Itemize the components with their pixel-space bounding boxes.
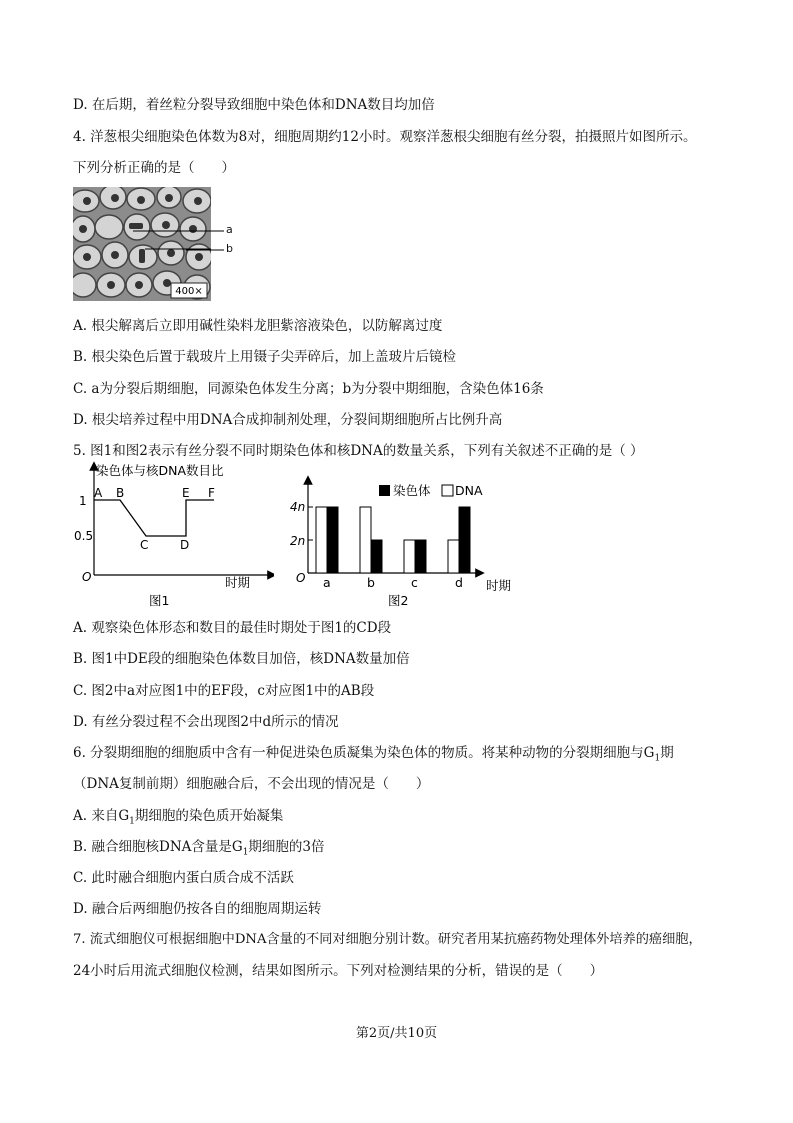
bar-b-dna bbox=[360, 507, 371, 573]
page-footer: 第2页/共10页 bbox=[355, 1026, 438, 1041]
option-c-q5: C. 图2中a对应图1中的EF段，c对应图1中的AB段 bbox=[73, 683, 375, 699]
option-b-q4: B. 根尖染色后置于载玻片上用镊子尖弄碎后，加上盖玻片后镜检 bbox=[73, 349, 457, 365]
bar-a-chromosome bbox=[327, 507, 338, 573]
fig1-ratio-line bbox=[94, 500, 214, 536]
q6a-text-b: 期细胞的染色质开始凝集 bbox=[134, 808, 284, 824]
figure-1-line-chart bbox=[74, 460, 274, 610]
fig1-point-b: B bbox=[116, 486, 125, 500]
question-4-stem-cont: 下列分析正确的是（ ） bbox=[73, 160, 235, 176]
option-b-q6 bbox=[73, 838, 325, 862]
question-7-stem: 7. 流式细胞仪可根据细胞中DNA含量的不同对细胞分别计数。研究者用某抗癌药物处理体外培养的癌细胞， bbox=[73, 932, 702, 947]
fig2-xlabel: 时期 bbox=[486, 578, 512, 593]
option-a-q5: A. 观察染色体形态和数目的最佳时期处于图1的CD段 bbox=[73, 620, 392, 636]
question-5-stem: 5. 图1和图2表示有丝分裂不同时期染色体和核DNA的数量关系，下列有关叙述不正确的是（ ） bbox=[73, 443, 644, 459]
fig2-ytick-4n: 4n bbox=[290, 500, 306, 514]
q6b-text-b: 期细胞的3倍 bbox=[248, 839, 325, 855]
fig2-category-c: c bbox=[411, 575, 418, 590]
fig1-point-c: C bbox=[140, 538, 149, 552]
fig1-point-e: E bbox=[182, 486, 190, 500]
fig1-caption: 图1 bbox=[149, 593, 170, 608]
question-4-stem: 4. 洋葱根尖细胞染色体数为8对，细胞周期约12小时。观察洋葱根尖细胞有丝分裂，拍摄照片如图所示。 bbox=[73, 129, 697, 145]
figure-2-bar-chart bbox=[280, 460, 520, 610]
option-b-q5: B. 图1中DE段的细胞染色体数目加倍，核DNA数量加倍 bbox=[73, 651, 410, 667]
legend-chromosome-label: 染色体 bbox=[393, 483, 431, 498]
fig1-ytick-05: 0.5 bbox=[74, 529, 94, 543]
q6b-text-a: B. 融合细胞核DNA含量是G bbox=[73, 839, 243, 855]
q6-sub: 1 bbox=[654, 753, 661, 764]
fig1-xlabel: 时期 bbox=[225, 575, 251, 590]
q6b-sub: 1 bbox=[242, 847, 249, 858]
option-d-q5: D. 有丝分裂过程不会出现图2中d所示的情况 bbox=[73, 714, 339, 730]
option-c-q4: C. a为分裂后期细胞，同源染色体发生分离；b为分裂中期细胞，含染色体16条 bbox=[73, 381, 544, 397]
question-7-stem-cont: 24小时后用流式细胞仪检测，结果如图所示。下列对检测结果的分析，错误的是（ ） bbox=[73, 963, 604, 979]
bar-d-dna bbox=[448, 540, 459, 573]
q6-text-a: 6. 分裂期细胞的细胞质中含有一种促进染色质凝集为染色体的物质。将某种动物的分裂期细胞与G bbox=[73, 745, 655, 761]
bar-a-dna bbox=[316, 507, 327, 573]
question-6-stem-cont: （DNA复制前期）细胞融合后，不会出现的情况是（ ） bbox=[73, 776, 430, 792]
bar-d-chromosome bbox=[459, 507, 470, 573]
option-d-q4: D. 根尖培养过程中用DNA合成抑制剂处理，分裂间期细胞所占比例升高 bbox=[73, 412, 503, 428]
option-a-q4: A. 根尖解离后立即用碱性染料龙胆紫溶液染色，以防解离过度 bbox=[73, 318, 443, 334]
fig1-ylabel: 染色体与核DNA数目比 bbox=[96, 463, 224, 478]
legend-chromosome-swatch bbox=[379, 485, 390, 496]
bar-c-chromosome bbox=[415, 540, 426, 573]
fig2-category-a: a bbox=[323, 575, 331, 590]
option-d-q3: D. 在后期，着丝粒分裂导致细胞中染色体和DNA数目均加倍 bbox=[73, 97, 435, 113]
fig1-point-f: F bbox=[208, 486, 215, 500]
q6-text-b: 期 bbox=[660, 745, 674, 761]
fig1-point-d: D bbox=[180, 538, 190, 552]
option-c-q6: C. 此时融合细胞内蛋白质合成不活跃 bbox=[73, 870, 294, 886]
fig1-ytick-1: 1 bbox=[79, 494, 87, 508]
fig1-point-a: A bbox=[94, 486, 103, 500]
q6a-text-a: A. 来自G bbox=[73, 808, 130, 824]
photo-label-a: a bbox=[226, 223, 233, 236]
option-a-q6 bbox=[73, 807, 283, 831]
bar-b-chromosome bbox=[371, 540, 382, 573]
question-6-stem bbox=[73, 744, 674, 768]
q6a-sub: 1 bbox=[129, 816, 135, 827]
magnification-label: 400× bbox=[175, 286, 203, 297]
option-d-q6: D. 融合后两细胞仍按各自的细胞周期运转 bbox=[73, 901, 322, 917]
fig2-ytick-2n: 2n bbox=[290, 534, 306, 548]
fig2-caption: 图2 bbox=[388, 593, 409, 608]
fig2-bars bbox=[316, 507, 470, 590]
legend-dna-label: DNA bbox=[455, 483, 483, 498]
fig2-origin: O bbox=[296, 571, 306, 585]
photo-label-b: b bbox=[226, 242, 233, 255]
fig2-category-b: b bbox=[367, 575, 375, 590]
fig1-origin: O bbox=[82, 570, 92, 584]
bar-c-dna bbox=[404, 540, 415, 573]
photo-pointer-lines bbox=[186, 222, 226, 262]
fig2-category-d: d bbox=[455, 575, 463, 590]
legend-dna-swatch bbox=[442, 485, 453, 496]
